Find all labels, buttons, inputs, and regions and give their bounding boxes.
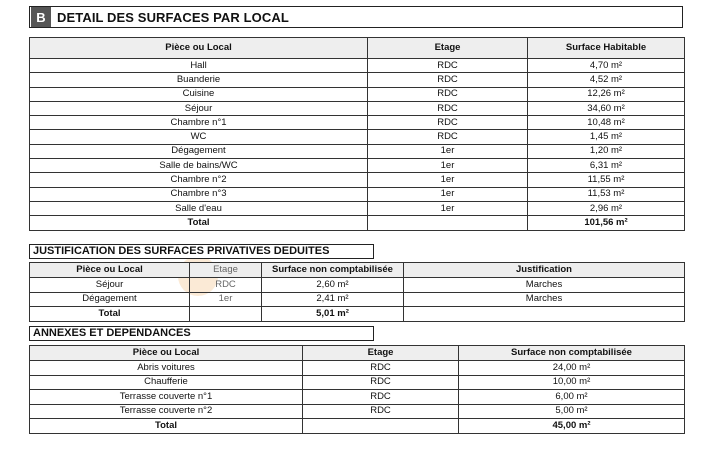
total-value: 45,00 m² — [459, 419, 685, 434]
column-header: Etage — [190, 263, 262, 278]
table-row — [30, 361, 685, 376]
table-cell: 1er — [368, 159, 528, 173]
table-cell: 1er — [368, 173, 528, 187]
table-row — [30, 292, 685, 307]
table-cell-empty — [368, 216, 528, 230]
table-cell: 6,00 m² — [459, 390, 685, 405]
annexes-table — [29, 345, 685, 434]
deduites-table — [29, 262, 685, 322]
table-cell: 11,53 m² — [528, 187, 685, 201]
table-cell: Salle d'eau — [30, 201, 368, 215]
table-row — [30, 187, 685, 201]
table-cell: 10,48 m² — [528, 116, 685, 130]
table-row — [30, 375, 685, 390]
table-cell: 6,31 m² — [528, 159, 685, 173]
table-cell: 1,20 m² — [528, 144, 685, 158]
table-row — [30, 101, 685, 115]
table-cell: RDC — [190, 278, 262, 293]
table-row — [30, 201, 685, 215]
table-cell-empty — [190, 307, 262, 322]
column-header: Justification — [404, 263, 685, 278]
total-label: Total — [30, 307, 190, 322]
table-cell: Terrasse couverte n°2 — [30, 404, 303, 419]
column-header: Etage — [303, 346, 459, 361]
table-row — [30, 404, 685, 419]
table-cell: 1,45 m² — [528, 130, 685, 144]
table-cell: Chambre n°1 — [30, 116, 368, 130]
table-cell: Marches — [404, 278, 685, 293]
total-value: 5,01 m² — [262, 307, 404, 322]
table-cell: RDC — [303, 375, 459, 390]
table-cell: 12,26 m² — [528, 87, 685, 101]
table-cell: Cuisine — [30, 87, 368, 101]
column-header: Surface non comptabilisée — [459, 346, 685, 361]
total-row — [30, 216, 685, 230]
table-cell: Abris voitures — [30, 361, 303, 376]
column-header: Pièce ou Local — [30, 346, 303, 361]
table-cell: 24,00 m² — [459, 361, 685, 376]
table-row — [30, 390, 685, 405]
table-cell: WC — [30, 130, 368, 144]
table-cell: Dégagement — [30, 144, 368, 158]
total-value: 101,56 m² — [528, 216, 685, 230]
total-label: Total — [30, 419, 303, 434]
table-cell: 2,96 m² — [528, 201, 685, 215]
table-cell: 5,00 m² — [459, 404, 685, 419]
table-cell: 4,52 m² — [528, 73, 685, 87]
column-header: Pièce ou Local — [30, 263, 190, 278]
column-header: Pièce ou Local — [30, 38, 368, 59]
table-cell: 34,60 m² — [528, 101, 685, 115]
table-cell-empty — [404, 307, 685, 322]
total-row — [30, 419, 685, 434]
table-cell: 10,00 m² — [459, 375, 685, 390]
table-cell: 1er — [368, 201, 528, 215]
table-header-row — [30, 38, 685, 59]
table-cell: Séjour — [30, 278, 190, 293]
table-cell: Marches — [404, 292, 685, 307]
table-row — [30, 278, 685, 293]
table-cell: 11,55 m² — [528, 173, 685, 187]
table-cell: Terrasse couverte n°1 — [30, 390, 303, 405]
section-title: DETAIL DES SURFACES PAR LOCAL — [57, 9, 289, 25]
table-cell: Dégagement — [30, 292, 190, 307]
table-cell: RDC — [303, 390, 459, 405]
table-cell: 2,60 m² — [262, 278, 404, 293]
table-cell: Chambre n°2 — [30, 173, 368, 187]
table-cell: RDC — [368, 130, 528, 144]
table-cell: RDC — [368, 101, 528, 115]
section-header — [29, 6, 683, 28]
table-cell: RDC — [368, 87, 528, 101]
table-row — [30, 116, 685, 130]
table-row — [30, 173, 685, 187]
column-header: Etage — [368, 38, 528, 59]
table-row — [30, 144, 685, 158]
table-cell: Chaufferie — [30, 375, 303, 390]
table-cell: RDC — [368, 59, 528, 73]
table-cell: RDC — [303, 361, 459, 376]
section-letter-badge: B — [31, 7, 51, 27]
table-cell: Hall — [30, 59, 368, 73]
table-row — [30, 59, 685, 73]
table-cell: Salle de bains/WC — [30, 159, 368, 173]
table-cell: RDC — [368, 116, 528, 130]
table-cell: 1er — [368, 187, 528, 201]
table-cell: Chambre n°3 — [30, 187, 368, 201]
table-row — [30, 130, 685, 144]
deduites-title: JUSTIFICATION DES SURFACES PRIVATIVES DEDUITES — [29, 244, 374, 259]
table-header-row — [30, 346, 685, 361]
table-header-row — [30, 263, 685, 278]
table-cell: RDC — [303, 404, 459, 419]
column-header: Surface Habitable — [528, 38, 685, 59]
table-cell: Buanderie — [30, 73, 368, 87]
table-row — [30, 87, 685, 101]
total-row — [30, 307, 685, 322]
annexes-title: ANNEXES ET DEPENDANCES — [29, 326, 374, 341]
table-row — [30, 73, 685, 87]
table-cell: 1er — [190, 292, 262, 307]
table-cell-empty — [303, 419, 459, 434]
table-row — [30, 159, 685, 173]
column-header: Surface non comptabilisée — [262, 263, 404, 278]
total-label: Total — [30, 216, 368, 230]
table-cell: 2,41 m² — [262, 292, 404, 307]
table-cell: 4,70 m² — [528, 59, 685, 73]
table-cell: RDC — [368, 73, 528, 87]
table-cell: Séjour — [30, 101, 368, 115]
surfaces-table — [29, 37, 685, 231]
table-cell: 1er — [368, 144, 528, 158]
